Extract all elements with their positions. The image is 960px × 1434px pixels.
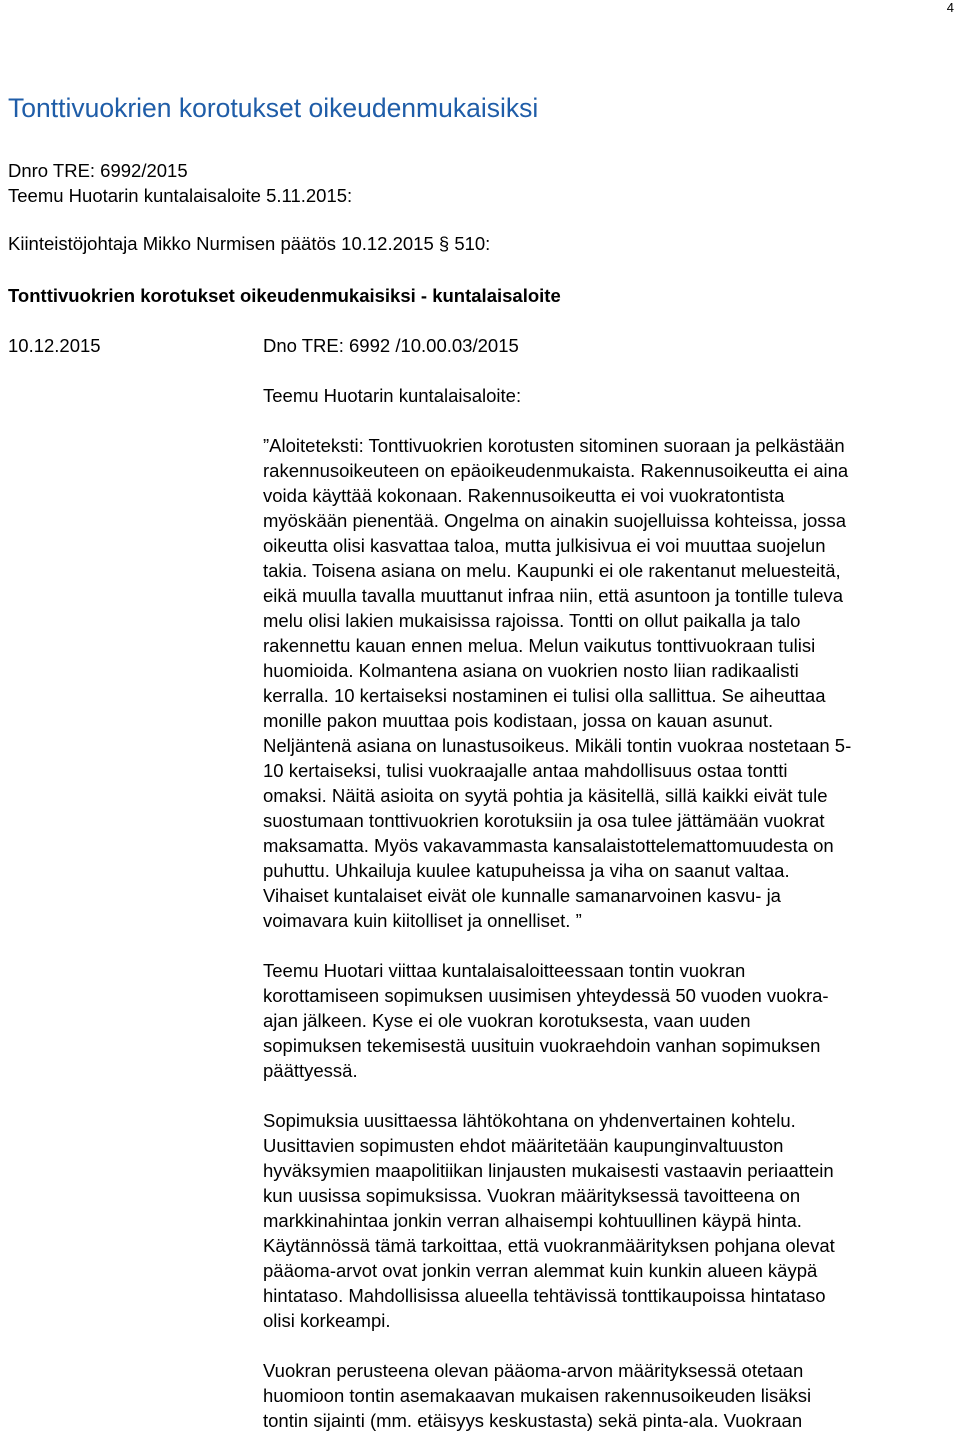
quote-line: takia. Toisena asiana on melu. Kaupunki ei ole rakentanut meluesteitä, (263, 560, 841, 581)
quote-line: suostumaan tonttivuokrien korotuksiin ja osa tulee jättämään vuokrat (263, 810, 825, 831)
paragraph-line: korottamiseen sopimuksen uusimisen yhteydessä 50 vuoden vuokra- (263, 985, 829, 1006)
quote-line: voimavara kuin kiitolliset ja onnelliset. ” (263, 910, 582, 931)
quote-line: myöskään pienentää. Ongelma on ainakin suojelluissa kohteissa, jossa (263, 510, 847, 531)
paragraph-line: tontin sijainti (mm. etäisyys keskustasta) sekä pinta-ala. Vuokraan (263, 1410, 803, 1431)
initiative-line: Teemu Huotarin kuntalaisaloite 5.11.2015: (8, 185, 353, 206)
paragraph-line: Käytännössä tämä tarkoittaa, että vuokranmäärityksen pohjana olevat (263, 1235, 835, 1256)
paragraph-line: Uusittavien sopimusten ehdot määritetään kaupunginvaltuuston (263, 1135, 784, 1156)
quote-line: rakennettu kauan ennen melua. Melun vaikutus tonttivuokraan tulisi (263, 635, 816, 656)
quote-line: omaksi. Näitä asioita on syytä pohtia ja käsitellä, sillä kaikki eivät tule (263, 785, 828, 806)
quote-line: Vihaiset kuntalaiset eivät ole kunnalle samanarvoinen kasvu- ja (263, 885, 781, 906)
paragraph-line: Sopimuksia uusittaessa lähtökohtana on yhdenvertainen kohtelu. (263, 1110, 796, 1131)
paragraph-line: hyväksymien maapolitiikan linjausten mukaisesti vastaavin periaattein (263, 1160, 834, 1181)
dnro-line: Dnro TRE: 6992/2015 (8, 160, 188, 181)
decision-title: Tonttivuokrien korotukset oikeudenmukaisiksi - kuntalaisaloite (8, 285, 561, 306)
quote-line: 10 kertaiseksi, tulisi vuokraajalle antaa mahdollisuus ostaa tontti (263, 760, 788, 781)
page-number: 4 (946, 0, 954, 15)
quote-block (263, 433, 955, 933)
paragraph-line: markkinahintaa jonkin verran alhaisempi kohtuullinen käypä hinta. (263, 1210, 802, 1231)
record-line (8, 333, 519, 358)
quote-line: monille pakon muuttaa pois kodistaan, jossa on kauan asunut. (263, 710, 774, 731)
record-dno: Dno TRE: 6992 /10.00.03/2015 (263, 335, 519, 356)
paragraph-line: pääoma-arvot ovat jonkin verran alemmat kuin kunkin alueen käypä (263, 1260, 818, 1281)
paragraph-2 (263, 1108, 955, 1333)
paragraph-line: Vuokran perusteena olevan pääoma-arvon määrityksessä otetaan (263, 1360, 804, 1381)
intro-label: Teemu Huotarin kuntalaisaloite: (263, 385, 522, 406)
record-date: 10.12.2015 (8, 335, 101, 356)
quote-line: kerralla. 10 kertaiseksi nostaminen ei tulisi olla sallittua. Se aiheuttaa (263, 685, 826, 706)
paragraph-line: Teemu Huotari viittaa kuntalaisaloitteessaan tontin vuokran (263, 960, 746, 981)
paragraph-line: sopimuksen tekemisestä uusituin vuokraehdoin vanhan sopimuksen (263, 1035, 821, 1056)
paragraph-line: päättyessä. (263, 1060, 358, 1081)
quote-line: ”Aloiteteksti: Tonttivuokrien korotusten sitominen suoraan ja pelkästään (263, 435, 845, 456)
header-block (8, 158, 352, 208)
quote-line: voida käyttää kokonaan. Rakennusoikeutta ei voi vuokratontista (263, 485, 785, 506)
quote-line: rakennusoikeuteen on epäoikeudenmukaista. Rakennusoikeutta ei aina (263, 460, 849, 481)
paragraph-line: kun uusissa sopimuksissa. Vuokran määrityksessä tavoitteena on (263, 1185, 801, 1206)
quote-line: puhuttu. Uhkailuja kuulee katupuheissa ja viha on saanut valtaa. (263, 860, 790, 881)
paragraph-line: ajan jälkeen. Kyse ei ole vuokran korotuksesta, vaan uuden (263, 1010, 751, 1031)
paragraph-3 (263, 1358, 955, 1433)
document-title: Tonttivuokrien korotukset oikeudenmukaisiksi (8, 93, 539, 123)
quote-line: eikä muulla tavalla muuttanut infraa niin, että asuntoon ja tontille tuleva (263, 585, 844, 606)
quote-line: melu olisi lakien mukaisissa rajoissa. Tontti on ollut paikalla ja talo (263, 610, 801, 631)
quote-line: Neljäntenä asiana on lunastusoikeus. Mikäli tontin vuokraa nostetaan 5- (263, 735, 852, 756)
paragraph-line: olisi korkeampi. (263, 1310, 391, 1331)
paragraph-line: huomioon tontin asemakaavan mukaisen rakennusoikeuden lisäksi (263, 1385, 812, 1406)
paragraph-1 (263, 958, 955, 1083)
quote-line: maksamatta. Myös vakavammasta kansalaistottelemattomuudesta on (263, 835, 834, 856)
quote-line: oikeutta olisi kasvattaa taloa, mutta julkisivua ei voi muuttaa suojelun (263, 535, 826, 556)
decision-line: Kiinteistöjohtaja Mikko Nurmisen päätös 10.12.2015 § 510: (8, 233, 491, 254)
quote-line: huomioida. Kolmantena asiana on vuokrien nosto liian radikaalisti (263, 660, 799, 681)
paragraph-line: hintataso. Mahdollisissa alueella tehtävissä tonttikaupoissa hintataso (263, 1285, 826, 1306)
